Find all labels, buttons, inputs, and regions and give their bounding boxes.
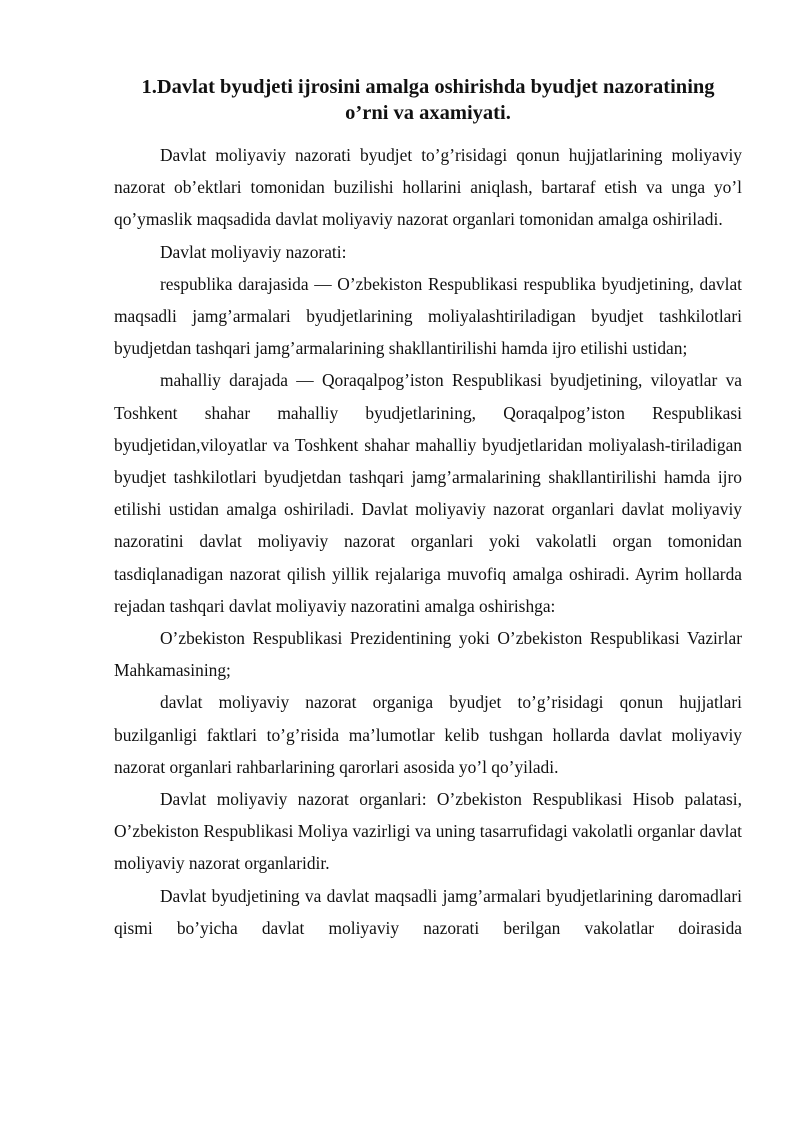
paragraph: davlat moliyaviy nazorat organiga byudjet to’g’risidagi qonun hujjatlari buzilganligi faktlari to’g’risida ma’lumotlar kelib tushgan hollarda davlat moliyaviy nazorat organlari rahbarlarining qarorlari asosida yo’l qo’yiladi. — [114, 692, 742, 777]
section-title-line: 1.Davlat byudjeti ijrosini amalga oshirishda byudjet nazoratining — [141, 76, 715, 98]
paragraph: Davlat moliyaviy nazorati: — [160, 241, 347, 262]
paragraph: Davlat byudjetining va davlat maqsadli jamg’armalari byudjetlarining daromadlari qismi bo’yicha davlat moliyaviy nazorati berilgan vakolatlar doirasida — [114, 885, 742, 938]
paragraph: respublika darajasida — O’zbekiston Respublikasi respublika byudjetining, davlat maqsadli jamg’armalari byudjetlarining moliyalashtiriladigan byudjet tashkilotlari byudjetdan tashqari jamg’armalarining shakllantirilishi hamda ijro etilishi ustidan; — [114, 273, 742, 359]
paragraph: Davlat moliyaviy nazorat organlari: O’zbekiston Respublikasi Hisob palatasi, O’zbekiston Respublikasi Moliya vazirligi va uning tasarrufidagi vakolatli organlar davlat moliyaviy nazorat organlaridir. — [114, 789, 742, 874]
paragraph: mahalliy darajada — Qoraqalpog’iston Respublikasi byudjetining, viloyatlar va Toshkent shahar mahalliy byudjetlarining, Qoraqalpog’iston Respublikasi byudjetidan,viloyatlar va Toshkent shahar mahalliy byudjetlaridan moliyalash-tiriladigan byudjet tashkilotlari byudjetdan tashqari jamg’armalarining shakllantirilishi hamda ijro etilishi ustidan amalga oshiriladi. Davlat moliyaviy nazorat organlari davlat moliyaviy nazoratini davlat moliyaviy nazorat organlari yoki vakolatli organ tomonidan tasdiqlanadigan nazorat qilish yillik rejalariga muvofiq amalga oshiradi. Ayrim hollarda rejadan tashqari davlat moliyaviy nazoratini amalga oshirishga: — [114, 370, 742, 616]
section-title — [114, 74, 742, 126]
section-title-line: o’rni va axamiyati. — [345, 102, 511, 124]
paragraph: Davlat moliyaviy nazorati byudjet to’g’risidagi qonun hujjatlarining moliyaviy nazorat ob’ektlari tomonidan buzilishi hollarini aniqlash, bartaraf etish va unga yo’l qo’ymaslik maqsadida davlat moliyaviy nazorat organlari tomonidan amalga oshiriladi. — [114, 145, 742, 230]
document-body — [114, 139, 742, 944]
paragraph: O’zbekiston Respublikasi Prezidentining yoki O’zbekiston Respublikasi Vazirlar Mahkamasining; — [114, 628, 742, 681]
